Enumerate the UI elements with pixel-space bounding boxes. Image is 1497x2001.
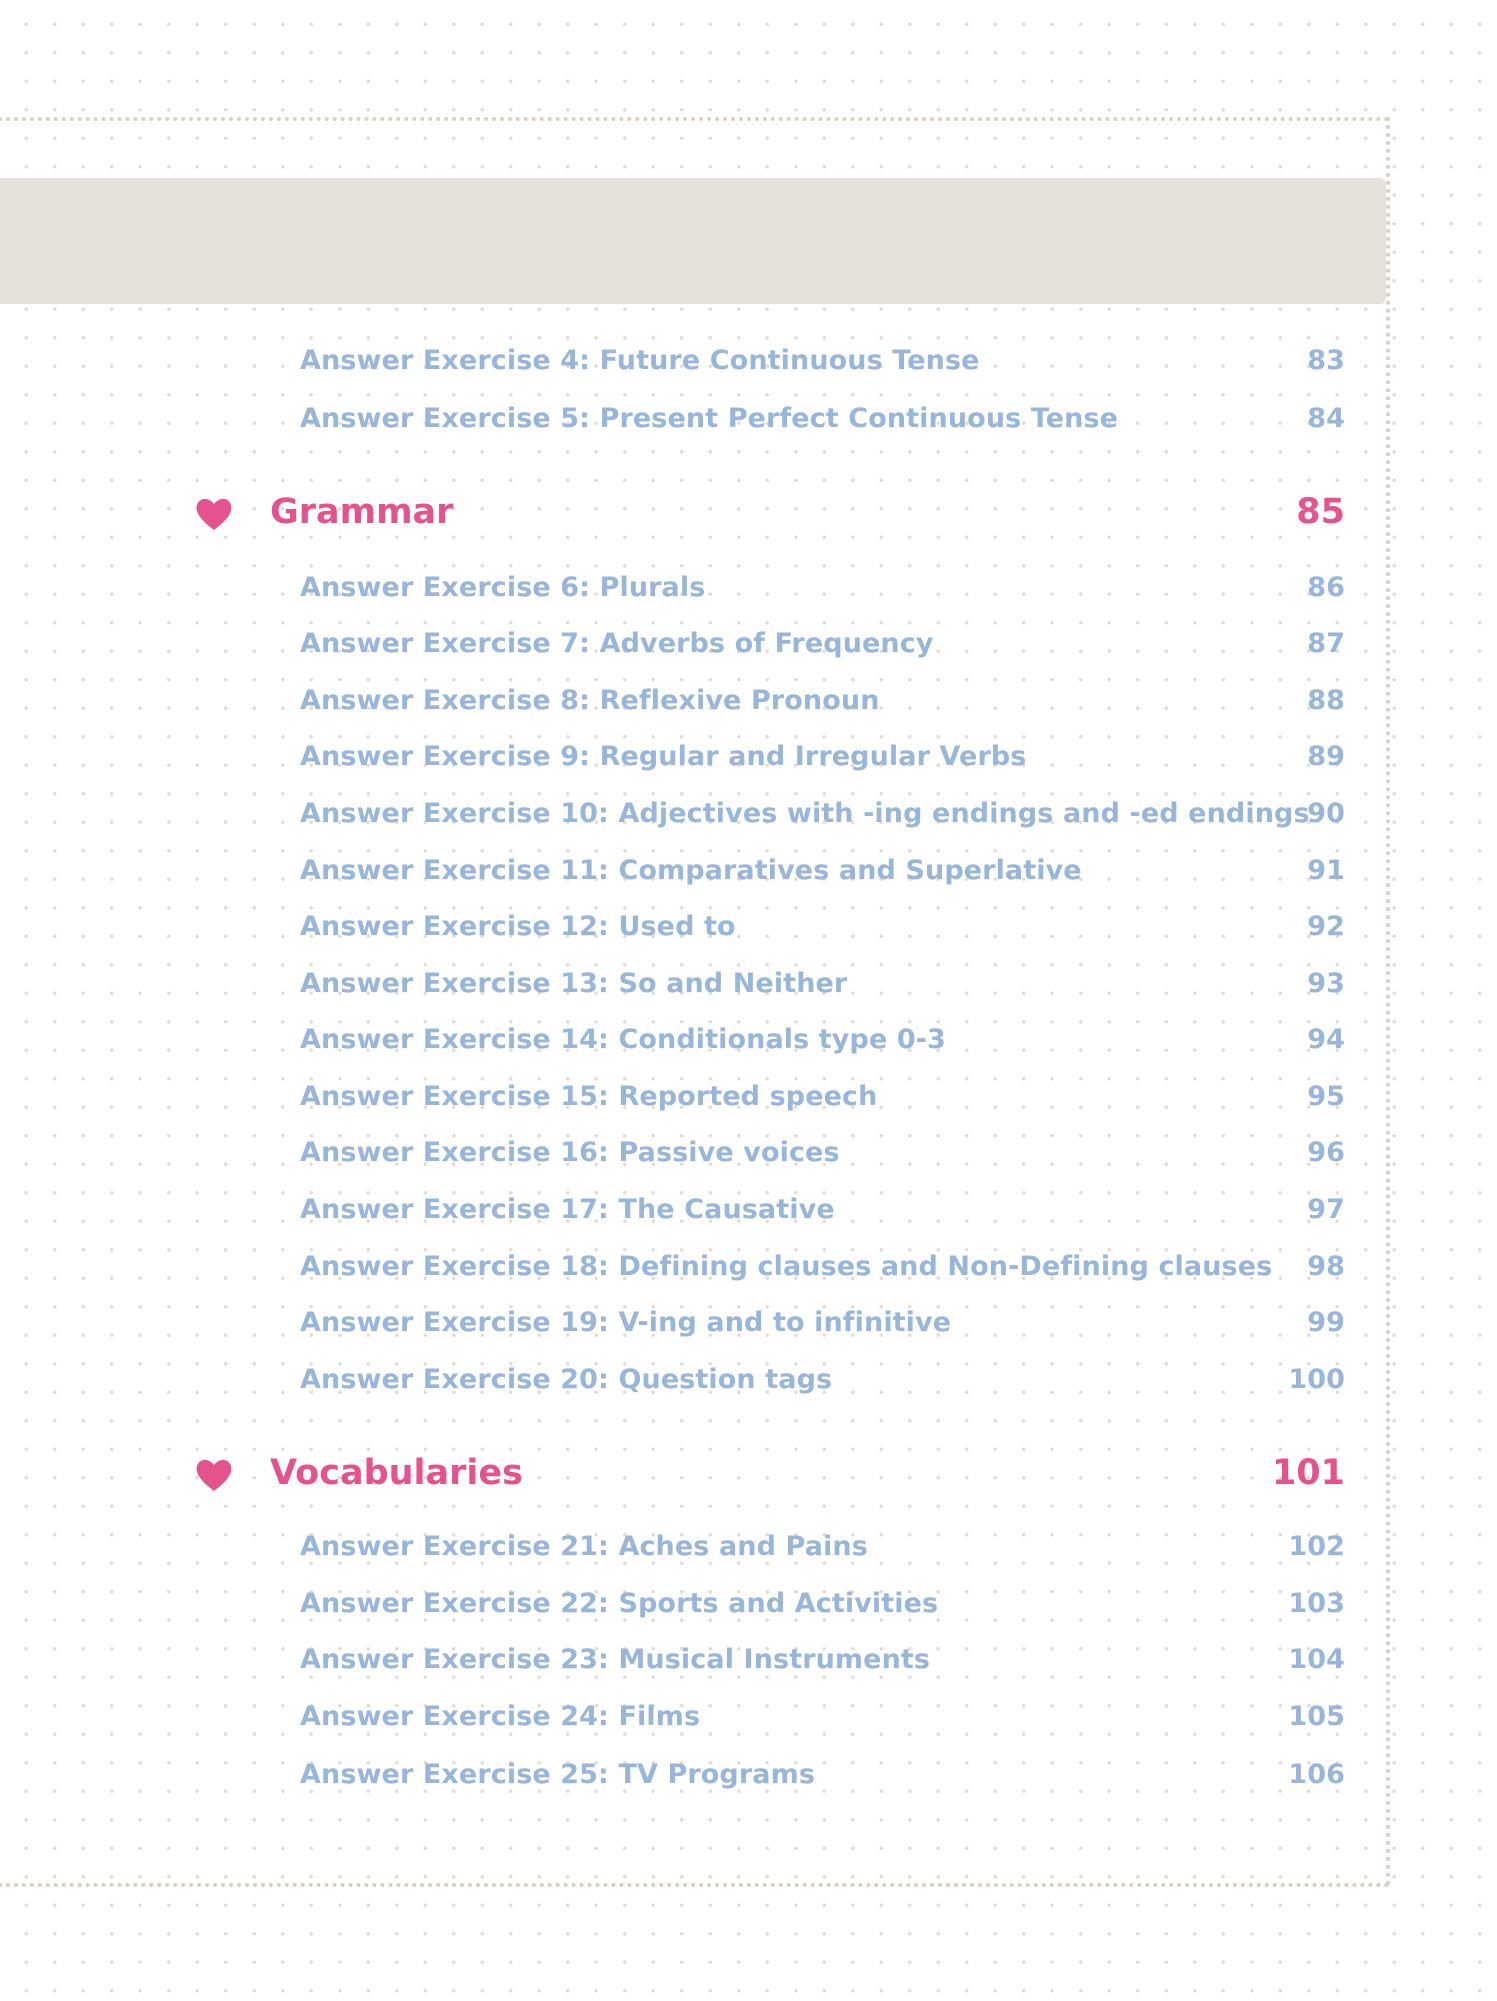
toc-section-grammar[interactable]	[190, 486, 1345, 538]
header-band	[0, 178, 1386, 304]
toc-entry-label: Answer Exercise 25: TV Programs	[300, 1759, 815, 1790]
toc-entry-label: Answer Exercise 15: Reported speech	[300, 1081, 878, 1112]
toc-entry[interactable]	[300, 1245, 1345, 1289]
toc-entry-page: 90	[1307, 798, 1345, 829]
section-page: 101	[1271, 1453, 1345, 1493]
toc-entry[interactable]	[300, 679, 1345, 723]
section-page: 85	[1296, 492, 1345, 532]
toc-entry[interactable]	[300, 1188, 1345, 1232]
toc-entry-page: 104	[1288, 1644, 1345, 1675]
toc-entry-label: Answer Exercise 8: Reflexive Pronoun	[300, 685, 880, 716]
section-title: Vocabularies	[270, 1453, 523, 1493]
toc-entry-label: Answer Exercise 9: Regular and Irregular Verbs	[300, 741, 1027, 772]
toc-entry-label: Answer Exercise 24: Films	[300, 1701, 701, 1732]
toc-entry[interactable]	[300, 1075, 1345, 1119]
toc-entry-page: 92	[1307, 911, 1345, 942]
toc-entry-label: Answer Exercise 17: The Causative	[300, 1194, 835, 1225]
toc-entry-label: Answer Exercise 5: Present Perfect Continuous Tense	[300, 403, 1119, 434]
toc-entry[interactable]	[300, 1753, 1345, 1797]
toc-entry[interactable]	[300, 962, 1345, 1006]
toc-entry[interactable]	[300, 622, 1345, 666]
toc-entry-page: 87	[1307, 628, 1345, 659]
heart-icon	[194, 496, 234, 532]
toc-entry-label: Answer Exercise 6: Plurals	[300, 572, 706, 603]
toc-entry[interactable]	[300, 905, 1345, 949]
toc-entry-label: Answer Exercise 21: Aches and Pains	[300, 1531, 868, 1562]
toc-entry-label: Answer Exercise 13: So and Neither	[300, 968, 848, 999]
toc-entry[interactable]	[300, 1131, 1345, 1175]
toc-entry-label: Answer Exercise 16: Passive voices	[300, 1137, 840, 1168]
toc-entry[interactable]	[300, 1018, 1345, 1062]
toc-entry-page: 86	[1307, 572, 1345, 603]
toc-entry[interactable]	[300, 1358, 1345, 1402]
toc-entry-page: 99	[1307, 1307, 1345, 1338]
toc-entry-page: 105	[1288, 1701, 1345, 1732]
toc-entry-label: Answer Exercise 23: Musical Instruments	[300, 1644, 931, 1675]
toc-entry-label: Answer Exercise 18: Defining clauses and Non-Defining clauses	[300, 1251, 1273, 1282]
toc-entry-page: 94	[1307, 1024, 1345, 1055]
toc-entry[interactable]	[300, 566, 1345, 610]
toc-entry-page: 106	[1288, 1759, 1345, 1790]
toc-entry-page: 89	[1307, 741, 1345, 772]
toc-entry-page: 102	[1288, 1531, 1345, 1562]
toc-entry-label: Answer Exercise 14: Conditionals type 0-3	[300, 1024, 946, 1055]
toc-entry-page: 91	[1307, 855, 1345, 886]
heart-icon	[194, 1457, 234, 1493]
toc-entry[interactable]	[300, 1301, 1345, 1345]
toc-entry-page: 84	[1307, 403, 1345, 434]
toc-entry-label: Answer Exercise 20: Question tags	[300, 1364, 833, 1395]
toc-entry-page: 97	[1307, 1194, 1345, 1225]
toc-entry-page: 100	[1288, 1364, 1345, 1395]
toc-entry-label: Answer Exercise 12: Used to	[300, 911, 736, 942]
toc-entry-label: Answer Exercise 19: V-ing and to infinitive	[300, 1307, 952, 1338]
toc-entry-page: 88	[1307, 685, 1345, 716]
toc-entry[interactable]	[300, 1695, 1345, 1739]
toc-entry[interactable]	[300, 1525, 1345, 1569]
toc-entry-label: Answer Exercise 10: Adjectives with -ing endings and -ed endings	[300, 798, 1310, 829]
toc-entry-page: 95	[1307, 1081, 1345, 1112]
toc-entry[interactable]	[300, 1638, 1345, 1682]
toc-entry[interactable]	[300, 397, 1345, 441]
section-title: Grammar	[270, 492, 454, 532]
toc-entry[interactable]	[300, 849, 1345, 893]
toc-entry-label: Answer Exercise 22: Sports and Activities	[300, 1588, 939, 1619]
toc-entry-page: 103	[1288, 1588, 1345, 1619]
toc-entry-page: 93	[1307, 968, 1345, 999]
toc-entry[interactable]	[300, 1582, 1345, 1626]
toc-entry-page: 96	[1307, 1137, 1345, 1168]
toc-entry-page: 98	[1307, 1251, 1345, 1282]
toc-entry-label: Answer Exercise 11: Comparatives and Superlative	[300, 855, 1082, 886]
toc-entry-page: 83	[1307, 345, 1345, 376]
toc-entry-label: Answer Exercise 4: Future Continuous Tense	[300, 345, 980, 376]
toc-entry[interactable]	[300, 735, 1345, 779]
toc-section-vocabularies[interactable]	[190, 1447, 1345, 1499]
toc-entry[interactable]	[300, 792, 1345, 836]
toc-entry-label: Answer Exercise 7: Adverbs of Frequency	[300, 628, 934, 659]
toc-entry[interactable]	[300, 339, 1345, 383]
